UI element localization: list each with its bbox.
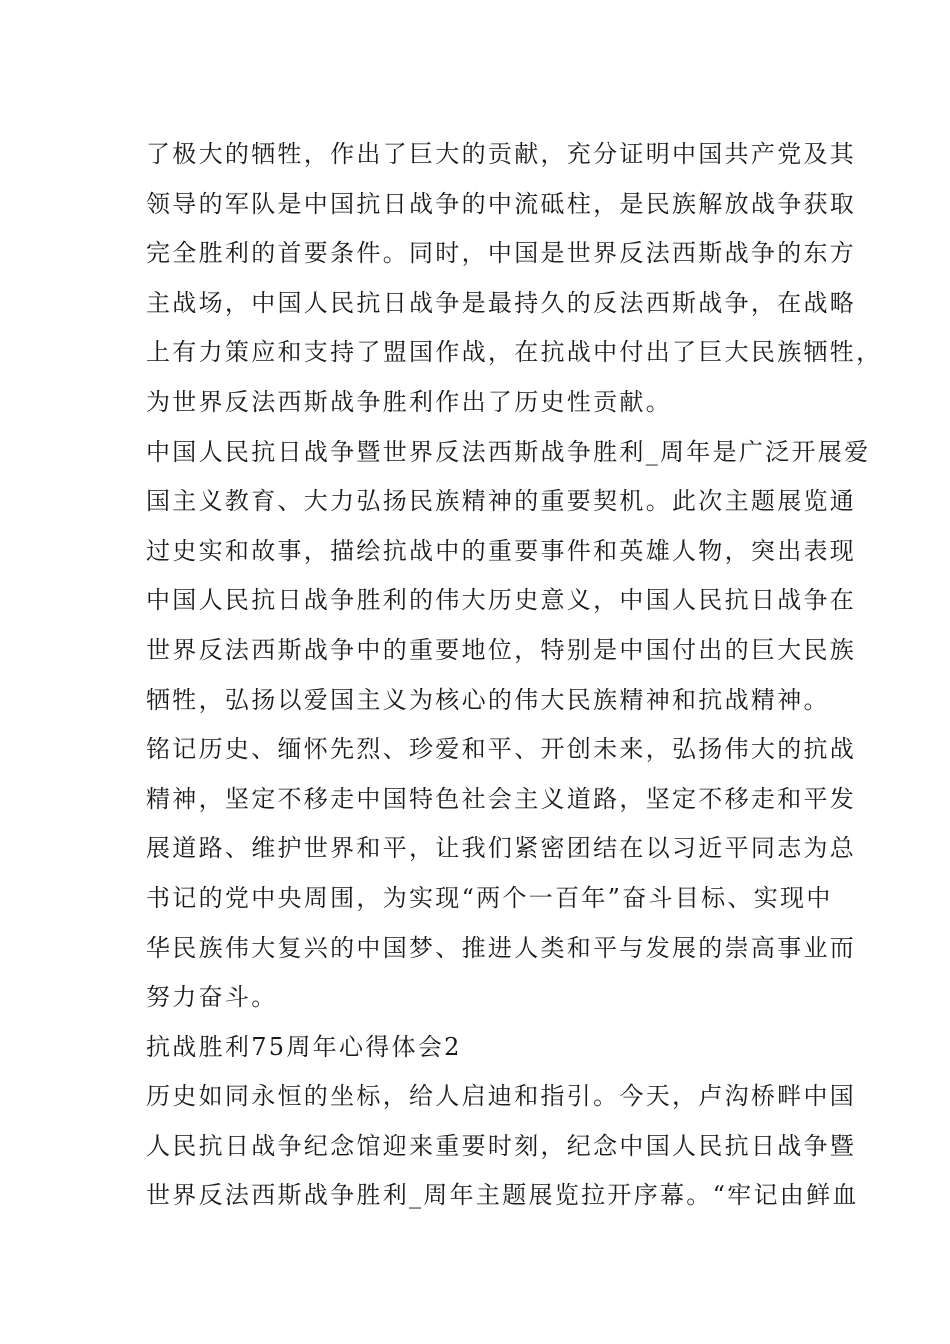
text-line: 中国人民抗日战争暨世界反法西斯战争胜利_周年是广泛开展爱 bbox=[146, 437, 871, 466]
text-line: 为世界反法西斯战争胜利作出了历史性贡献。 bbox=[146, 387, 672, 416]
text-line: 华民族伟大复兴的中国梦、推进人类和平与发展的崇高事业而 bbox=[146, 933, 857, 962]
text-line: 了极大的牺牲，作出了巨大的贡献，充分证明中国共产党及其 bbox=[146, 140, 857, 168]
text-line: 领导的军队是中国抗日战争的中流砥柱，是民族解放战争获取 bbox=[146, 189, 857, 218]
section-heading: 抗战胜利75周年心得体会2 bbox=[146, 1032, 462, 1061]
text-line: 上有力策应和支持了盟国作战，在抗战中付出了巨大民族牺牲， bbox=[146, 338, 883, 367]
text-line: 国主义教育、大力弘扬民族精神的重要契机。此次主题展览通 bbox=[146, 487, 857, 516]
text-line: 展道路、维护世界和平，让我们紧密团结在以习近平同志为总 bbox=[146, 834, 857, 863]
text-line: 书记的党中央周围，为实现“两个一百年”奋斗目标、实现中 bbox=[146, 883, 833, 912]
text-line: 世界反法西斯战争中的重要地位，特别是中国付出的巨大民族 bbox=[146, 635, 857, 664]
text-line: 牺牲，弘扬以爱国主义为核心的伟大民族精神和抗战精神。 bbox=[146, 685, 830, 714]
text-line: 精神，坚定不移走中国特色社会主义道路，坚定不移走和平发 bbox=[146, 784, 857, 813]
text-line: 历史如同永恒的坐标，给人启迪和指引。今天，卢沟桥畔中国 bbox=[146, 1082, 857, 1111]
text-line: 铭记历史、缅怀先烈、珍爱和平、开创未来，弘扬伟大的抗战 bbox=[146, 735, 857, 764]
text-line: 主战场，中国人民抗日战争是最持久的反法西斯战争，在战略 bbox=[146, 288, 857, 317]
text-line: 世界反法西斯战争胜利_周年主题展览拉开序幕。“牢记由鲜血 bbox=[146, 1181, 859, 1210]
text-line: 中国人民抗日战争胜利的伟大历史意义，中国人民抗日战争在 bbox=[146, 586, 857, 615]
document-body bbox=[146, 130, 883, 1221]
text-line: 人民抗日战争纪念馆迎来重要时刻，纪念中国人民抗日战争暨 bbox=[146, 1131, 857, 1160]
text-line: 努力奋斗。 bbox=[146, 983, 278, 1012]
text-line: 完全胜利的首要条件。同时，中国是世界反法西斯战争的东方 bbox=[146, 239, 857, 268]
text-line: 过史实和故事，描绘抗战中的重要事件和英雄人物，突出表现 bbox=[146, 536, 857, 565]
